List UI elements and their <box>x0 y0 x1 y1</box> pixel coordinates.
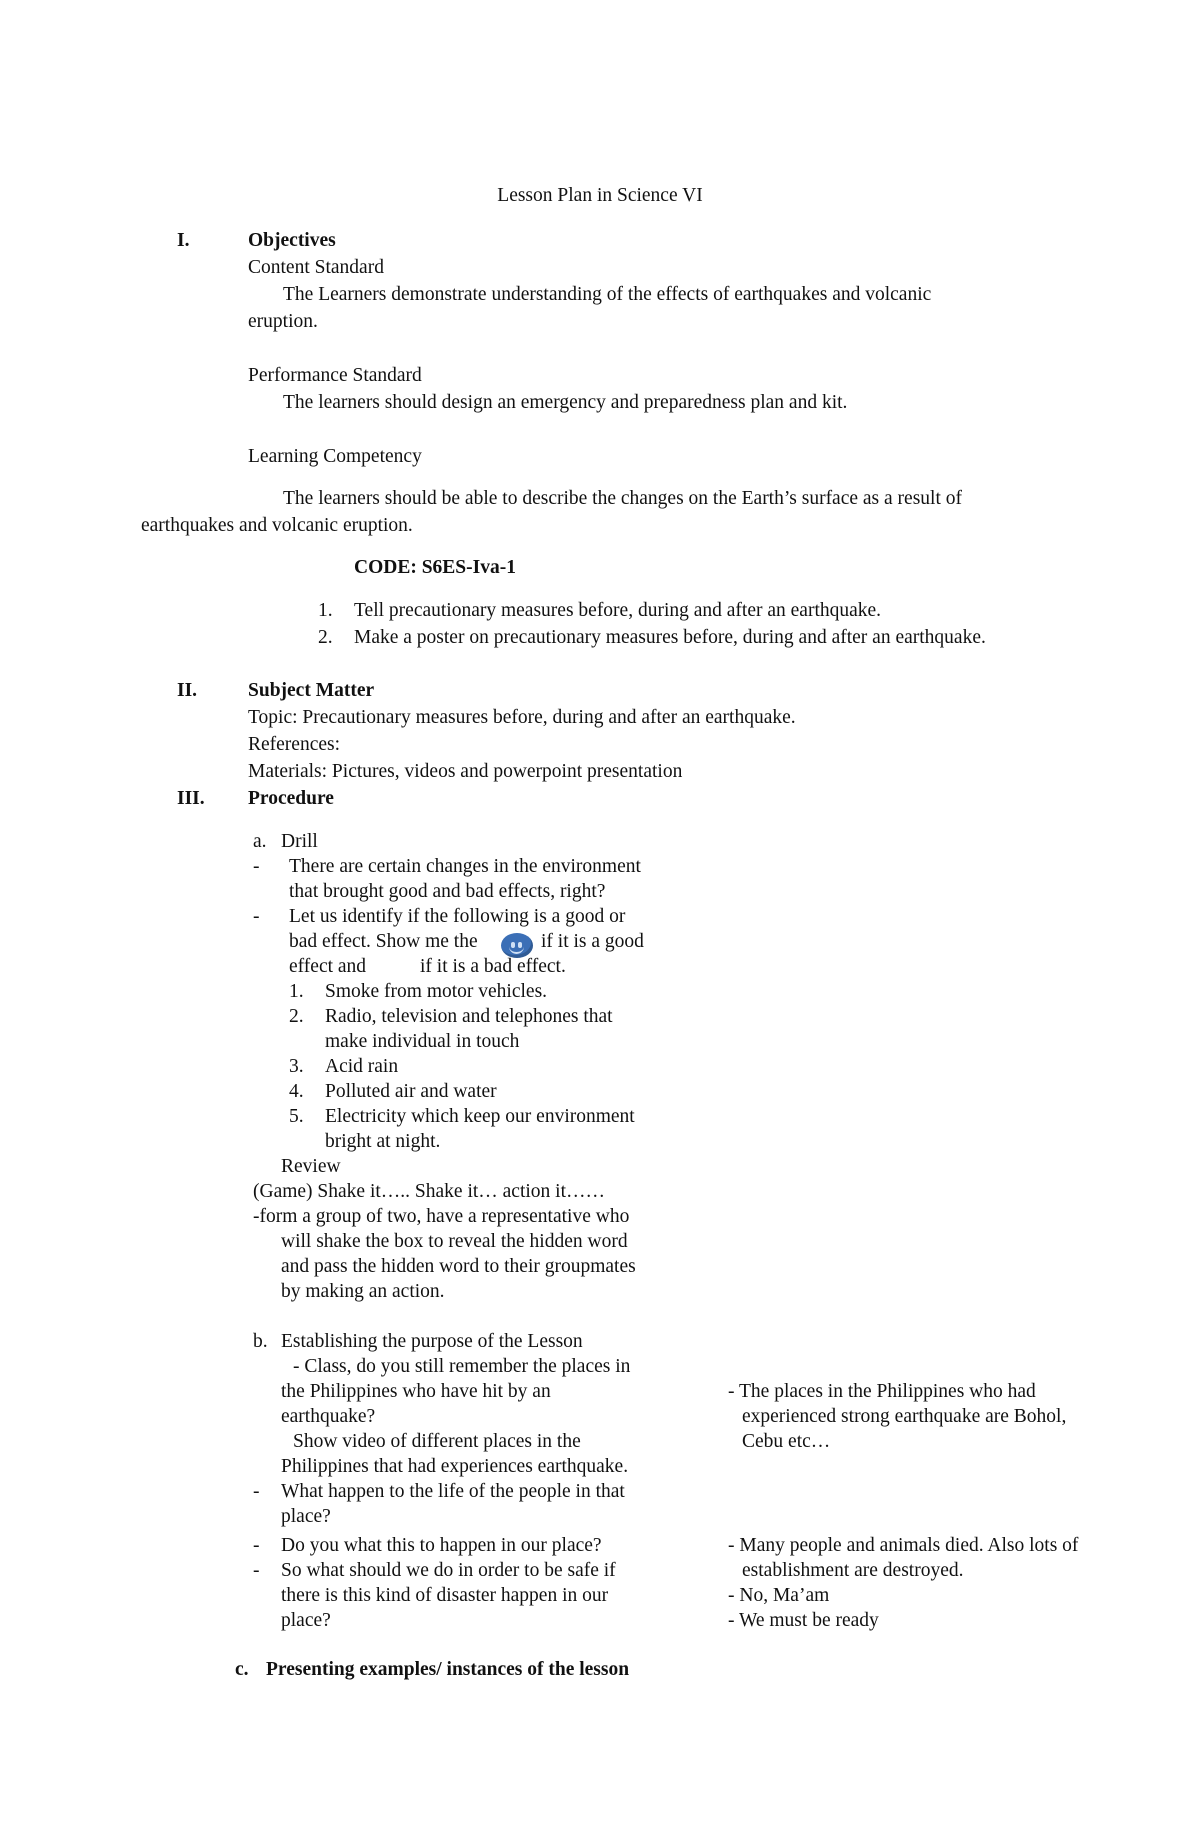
purpose-question: place? <box>281 1610 331 1631</box>
drill-label: Drill <box>281 831 318 852</box>
purpose-question: earthquake? <box>281 1406 376 1427</box>
purpose-dash: - <box>253 1481 260 1502</box>
purpose-question: - Class, do you still remember the places in <box>293 1356 631 1377</box>
student-answer: - No, Ma’am <box>728 1585 830 1606</box>
subject-topic: Topic: Precautionary measures before, during and after an earthquake. <box>248 707 796 728</box>
purpose-question: Do you what this to happen in our place? <box>281 1535 602 1556</box>
drill-item: bright at night. <box>325 1131 441 1152</box>
content-standard-text-cont: eruption. <box>248 311 318 332</box>
drill-item-number: 4. <box>289 1081 304 1102</box>
drill-item-number: 2. <box>289 1006 304 1027</box>
content-standard-label: Content Standard <box>248 257 384 278</box>
purpose-video-note: Philippines that had experiences earthquake. <box>281 1456 629 1477</box>
student-answer: - Many people and animals died. Also lots of <box>728 1535 1079 1556</box>
purpose-question: What happen to the life of the people in that <box>281 1481 625 1502</box>
drill-text: if it is a good <box>541 931 644 952</box>
drill-item: Radio, television and telephones that <box>325 1006 613 1027</box>
purpose-question: So what should we do in order to be safe if <box>281 1560 616 1581</box>
drill-text: that brought good and bad effects, right? <box>289 881 606 902</box>
drill-text: bad effect. Show me the <box>289 931 478 952</box>
student-answer: - The places in the Philippines who had <box>728 1381 1036 1402</box>
student-answer: establishment are destroyed. <box>742 1560 964 1581</box>
objective-number: 2. <box>318 627 333 648</box>
presenting-marker: c. <box>235 1659 249 1680</box>
student-answer: - We must be ready <box>728 1610 879 1631</box>
drill-item: Polluted air and water <box>325 1081 497 1102</box>
game-title: (Game) Shake it….. Shake it… action it…… <box>253 1181 606 1202</box>
game-description: by making an action. <box>281 1281 445 1302</box>
learning-competency-text-cont: earthquakes and volcanic eruption. <box>141 515 413 536</box>
section-numeral-subject-matter: II. <box>177 680 198 701</box>
drill-dash: - <box>253 856 260 877</box>
lesson-code: CODE: S6ES-Iva-1 <box>354 557 516 578</box>
drill-item: Smoke from motor vehicles. <box>325 981 548 1002</box>
review-label: Review <box>281 1156 341 1177</box>
drill-text: There are certain changes in the environment <box>289 856 641 877</box>
drill-text: effect and <box>289 956 367 977</box>
game-description: and pass the hidden word to their groupmates <box>281 1256 636 1277</box>
game-description: -form a group of two, have a representative who <box>253 1206 630 1227</box>
purpose-question: the Philippines who have hit by an <box>281 1381 551 1402</box>
purpose-video-note: Show video of different places in the <box>293 1431 581 1452</box>
drill-dash: - <box>253 906 260 927</box>
subject-references: References: <box>248 734 341 755</box>
drill-item: Acid rain <box>325 1056 399 1077</box>
subject-materials: Materials: Pictures, videos and powerpoint presentation <box>248 761 683 782</box>
performance-standard-label: Performance Standard <box>248 365 422 386</box>
section-heading-procedure: Procedure <box>248 788 334 809</box>
section-numeral-objectives: I. <box>177 230 190 251</box>
drill-text: Let us identify if the following is a good or <box>289 906 626 927</box>
learning-competency-label: Learning Competency <box>248 446 422 467</box>
section-heading-subject-matter: Subject Matter <box>248 680 375 701</box>
objective-item: Make a poster on precautionary measures before, during and after an earthquake. <box>354 627 986 648</box>
drill-item-number: 3. <box>289 1056 304 1077</box>
performance-standard-text: The learners should design an emergency and preparedness plan and kit. <box>283 392 848 413</box>
student-answer: experienced strong earthquake are Bohol, <box>742 1406 1067 1427</box>
objective-item: Tell precautionary measures before, during and after an earthquake. <box>354 600 882 621</box>
purpose-question: there is this kind of disaster happen in our <box>281 1585 609 1606</box>
purpose-dash: - <box>253 1535 260 1556</box>
drill-item: Electricity which keep our environment <box>325 1106 635 1127</box>
student-answer: Cebu etc… <box>742 1431 831 1452</box>
game-description: will shake the box to reveal the hidden word <box>281 1231 628 1252</box>
section-heading-objectives: Objectives <box>248 230 336 251</box>
presenting-label: Presenting examples/ instances of the lesson <box>266 1659 630 1680</box>
drill-item-number: 1. <box>289 981 304 1002</box>
purpose-question: place? <box>281 1506 331 1527</box>
section-numeral-procedure: III. <box>177 788 205 809</box>
learning-competency-text: The learners should be able to describe the changes on the Earth’s surface as a result of <box>283 488 962 509</box>
objective-number: 1. <box>318 600 333 621</box>
page-title: Lesson Plan in Science VI <box>497 185 703 206</box>
drill-item: make individual in touch <box>325 1031 520 1052</box>
drill-item-number: 5. <box>289 1106 304 1127</box>
purpose-label: Establishing the purpose of the Lesson <box>281 1331 583 1352</box>
drill-marker: a. <box>253 831 267 852</box>
purpose-dash: - <box>253 1560 260 1581</box>
drill-text: if it is a bad effect. <box>420 956 566 977</box>
content-standard-text: The Learners demonstrate understanding of the effects of earthquakes and volcanic <box>283 284 932 305</box>
purpose-marker: b. <box>253 1331 268 1352</box>
